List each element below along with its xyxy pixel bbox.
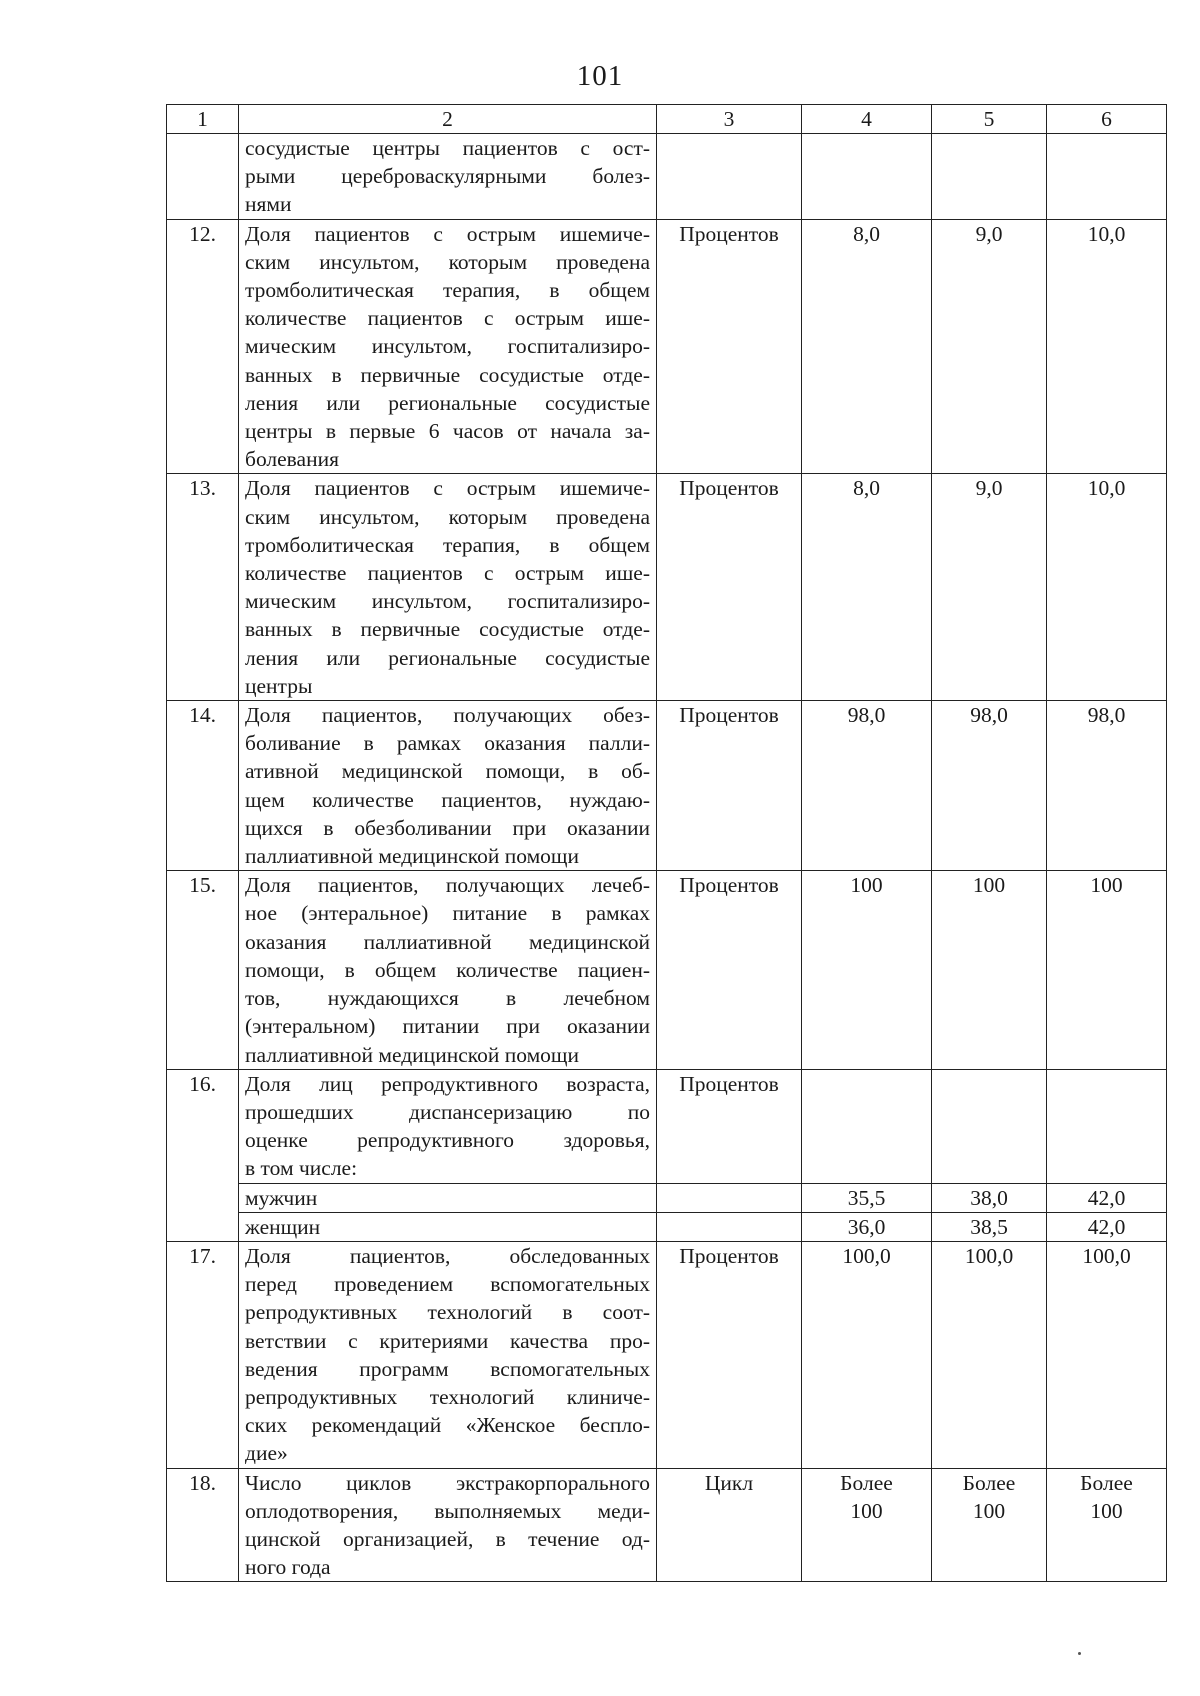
description-line: перед проведением вспомогательных bbox=[245, 1272, 650, 1297]
indicator-description bbox=[239, 701, 657, 871]
value-cell: 38,0 bbox=[932, 1183, 1047, 1212]
description-line: ведения программ вспомогательных bbox=[245, 1356, 650, 1381]
description-line: ветствии с критериями качества про- bbox=[245, 1328, 650, 1353]
description-line: боливание в рамках оказания палли- bbox=[245, 731, 650, 756]
value-cell: 8,0 bbox=[802, 474, 932, 701]
description-line: прошедших диспансеризацию по bbox=[245, 1099, 650, 1124]
description-line: тромболитическая терапия, в общем bbox=[245, 532, 650, 557]
header-cell: 2 bbox=[239, 105, 657, 134]
value-cell: 100 bbox=[802, 871, 932, 1069]
description-line: количестве пациентов с острым ише- bbox=[245, 561, 650, 586]
value-cell: 36,0 bbox=[802, 1212, 932, 1241]
description-line: ативной медицинской помощи, в об- bbox=[245, 759, 650, 784]
description-line: помощи, в общем количестве пациен- bbox=[245, 957, 650, 982]
row-number bbox=[167, 134, 239, 220]
indicator-description bbox=[239, 474, 657, 701]
row-number: 13. bbox=[167, 474, 239, 701]
value-cell bbox=[1047, 134, 1167, 220]
description-line: оценке репродуктивного здоровья, bbox=[245, 1128, 650, 1153]
description-line: репродуктивных технологий в соот- bbox=[245, 1300, 650, 1325]
unit-cell: Цикл bbox=[657, 1468, 802, 1582]
value-cell: 9,0 bbox=[932, 219, 1047, 474]
value-cell: 9,0 bbox=[932, 474, 1047, 701]
scan-speck bbox=[1078, 1652, 1081, 1655]
value-line: 100 bbox=[1090, 1498, 1123, 1523]
header-cell: 3 bbox=[657, 105, 802, 134]
indicator-description bbox=[239, 871, 657, 1069]
value-cell bbox=[932, 134, 1047, 220]
table-row bbox=[167, 474, 1167, 701]
value-cell: 100 bbox=[1047, 871, 1167, 1069]
description-line: цинской организацией, в течение од- bbox=[245, 1526, 650, 1551]
description-line: тов, нуждающихся в лечебном bbox=[245, 986, 650, 1011]
value-cell: 10,0 bbox=[1047, 219, 1167, 474]
description-line: паллиативной медицинской помощи bbox=[245, 844, 579, 869]
value-cell: 10,0 bbox=[1047, 474, 1167, 701]
table-row bbox=[167, 1069, 1167, 1183]
description-line: центры bbox=[245, 673, 313, 698]
value-cell bbox=[1047, 1069, 1167, 1183]
description-line: щихся в обезболивании при оказании bbox=[245, 815, 650, 840]
unit-cell bbox=[657, 1212, 802, 1241]
row-number: 17. bbox=[167, 1241, 239, 1468]
description-line: ским инсультом, которым проведена bbox=[245, 504, 650, 529]
description-line: ное (энтеральное) питание в рамках bbox=[245, 901, 650, 926]
value-line: Более bbox=[840, 1470, 893, 1495]
description-line: репродуктивных технологий клиниче- bbox=[245, 1384, 650, 1409]
description-line: паллиативной медицинской помощи bbox=[245, 1042, 579, 1067]
value-cell: 98,0 bbox=[802, 701, 932, 871]
row-number: 16. bbox=[167, 1069, 239, 1241]
description-line: Доля лиц репродуктивного возраста, bbox=[245, 1071, 650, 1096]
description-line: ванных в первичные сосудистые отде- bbox=[245, 617, 650, 642]
description-line: центры в первые 6 часов от начала за- bbox=[245, 419, 650, 444]
value-cell: 100,0 bbox=[932, 1241, 1047, 1468]
page-number: 101 bbox=[576, 60, 624, 92]
header-cell: 1 bbox=[167, 105, 239, 134]
value-cell bbox=[932, 1069, 1047, 1183]
subrow-label: мужчин bbox=[239, 1183, 657, 1212]
value-line: Более bbox=[1080, 1470, 1133, 1495]
value-cell bbox=[802, 1069, 932, 1183]
description-line: Доля пациентов с острым ишемиче- bbox=[245, 476, 650, 501]
description-line: ских рекомендаций «Женское беспло- bbox=[245, 1413, 650, 1438]
unit-cell: Процентов bbox=[657, 1069, 802, 1183]
value-cell bbox=[1047, 1468, 1167, 1582]
value-cell: 100 bbox=[932, 871, 1047, 1069]
table-row bbox=[167, 134, 1167, 220]
description-line: сосудистые центры пациентов с ост- bbox=[245, 136, 650, 160]
description-line: количестве пациентов с острым ише- bbox=[245, 306, 650, 331]
description-line: оплодотворения, выполняемых меди- bbox=[245, 1498, 650, 1523]
header-cell: 5 bbox=[932, 105, 1047, 134]
unit-cell: Процентов bbox=[657, 1241, 802, 1468]
value-cell: 38,5 bbox=[932, 1212, 1047, 1241]
value-cell: 8,0 bbox=[802, 219, 932, 474]
value-cell bbox=[932, 1468, 1047, 1582]
value-cell: 100,0 bbox=[802, 1241, 932, 1468]
description-line: рыми цереброваскулярными болез- bbox=[245, 164, 650, 189]
description-line: ления или региональные сосудистые bbox=[245, 390, 650, 415]
indicator-description bbox=[239, 1069, 657, 1183]
table-subrow bbox=[167, 1212, 1167, 1241]
header-cell: 4 bbox=[802, 105, 932, 134]
value-cell: 42,0 bbox=[1047, 1212, 1167, 1241]
table-subrow bbox=[167, 1183, 1167, 1212]
value-line: Более bbox=[962, 1470, 1016, 1495]
value-cell: 35,5 bbox=[802, 1183, 932, 1212]
description-line: ванных в первичные сосудистые отде- bbox=[245, 362, 650, 387]
table-row bbox=[167, 871, 1167, 1069]
value-cell: 98,0 bbox=[1047, 701, 1167, 871]
unit-cell bbox=[657, 1183, 802, 1212]
description-line: мическим инсультом, госпитализиро- bbox=[245, 334, 650, 359]
description-line: ного года bbox=[245, 1555, 331, 1580]
unit-cell: Процентов bbox=[657, 219, 802, 474]
unit-cell: Процентов bbox=[657, 474, 802, 701]
row-number: 18. bbox=[167, 1468, 239, 1582]
table-header-row bbox=[167, 105, 1167, 134]
description-line: в том числе: bbox=[245, 1156, 358, 1181]
description-line: Доля пациентов, получающих лечеб- bbox=[245, 873, 650, 898]
table-row bbox=[167, 1241, 1167, 1468]
value-line: 100 bbox=[972, 1498, 1006, 1523]
indicator-description bbox=[239, 1241, 657, 1468]
table-row bbox=[167, 701, 1167, 871]
table-row bbox=[167, 1468, 1167, 1582]
value-cell: 98,0 bbox=[932, 701, 1047, 871]
value-cell bbox=[802, 134, 932, 220]
indicator-description bbox=[239, 134, 657, 220]
header-cell: 6 bbox=[1047, 105, 1167, 134]
table-row bbox=[167, 219, 1167, 474]
unit-cell: Процентов bbox=[657, 701, 802, 871]
value-line: 100 bbox=[850, 1498, 883, 1523]
description-line: мическим инсультом, госпитализиро- bbox=[245, 589, 650, 614]
description-line: нями bbox=[245, 192, 292, 217]
description-line: Число циклов экстракорпорального bbox=[245, 1470, 650, 1495]
description-line: Доля пациентов, обследованных bbox=[245, 1243, 650, 1268]
description-line: дие» bbox=[245, 1441, 288, 1466]
unit-cell bbox=[657, 134, 802, 220]
indicator-description bbox=[239, 1468, 657, 1582]
row-number: 12. bbox=[167, 219, 239, 474]
indicator-description bbox=[239, 219, 657, 474]
description-line: Доля пациентов с острым ишемиче- bbox=[245, 221, 650, 246]
description-line: оказания паллиативной медицинской bbox=[245, 929, 650, 954]
unit-cell: Процентов bbox=[657, 871, 802, 1069]
row-number: 14. bbox=[167, 701, 239, 871]
subrow-label: женщин bbox=[239, 1212, 657, 1241]
description-line: Доля пациентов, получающих обез- bbox=[245, 703, 650, 728]
value-cell: 100,0 bbox=[1047, 1241, 1167, 1468]
row-number: 15. bbox=[167, 871, 239, 1069]
description-line: тромболитическая терапия, в общем bbox=[245, 278, 650, 303]
description-line: щем количестве пациентов, нуждаю- bbox=[245, 787, 650, 812]
indicators-table bbox=[166, 104, 1167, 1582]
value-cell bbox=[802, 1468, 932, 1582]
description-line: болевания bbox=[245, 447, 339, 472]
description-line: (энтеральном) питании при оказании bbox=[245, 1014, 650, 1039]
value-cell: 42,0 bbox=[1047, 1183, 1167, 1212]
description-line: ления или региональные сосудистые bbox=[245, 645, 650, 670]
description-line: ским инсультом, которым проведена bbox=[245, 249, 650, 274]
